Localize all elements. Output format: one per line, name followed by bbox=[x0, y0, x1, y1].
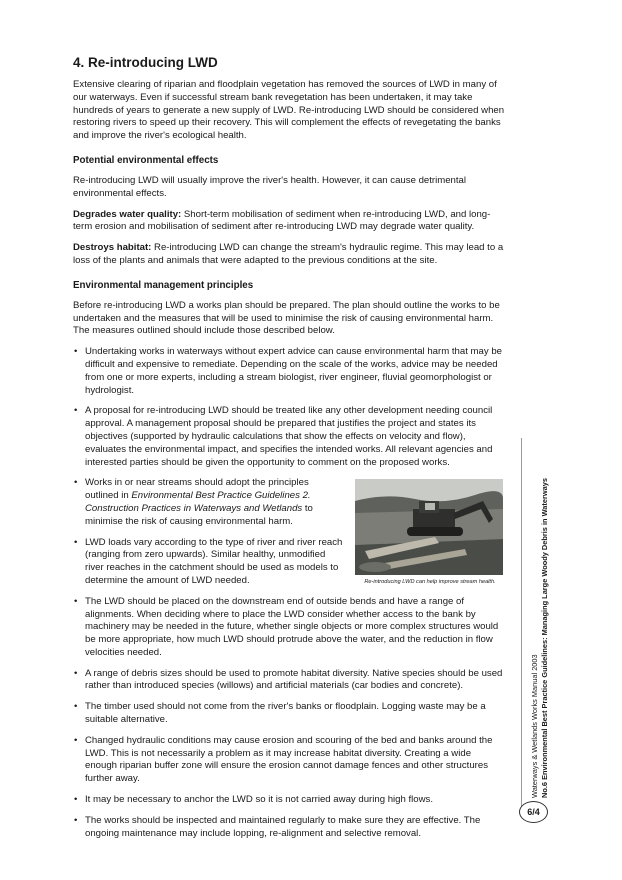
list-item bbox=[73, 668, 505, 694]
list-item-text: The LWD should be placed on the downstream end of outside bends and have a range of alignments. When deciding where to place the LWD consider whether access to the bank by machinery may be needed in the future, whether single objects or more complex structures would be more appropriate, how much LWD should protrude above the water, and the reduction in flow velocities needed. bbox=[85, 595, 499, 658]
list-item-text: Works in or near streams should adopt the principles outlined in bbox=[85, 477, 309, 502]
list-item-text: Undertaking works in waterways without expert advice can cause environmental harm that may be difficult and expensive to remediate. Depending on the scale of the works, advice may be needed from one or more experts, including a stream biologist, river engineer, fluvial geomorphologist or hydrologist. bbox=[85, 346, 502, 396]
principles-heading: Environmental management principles bbox=[73, 279, 254, 291]
bullet-icon: • bbox=[74, 701, 78, 713]
list-item-text: Changed hydraulic conditions may cause erosion and scouring of the bed and banks around the LWD. This is not necessarily a problem as it may increase habitat diversity. Creating a wide enough riparian buffer zone will ensure the erosion cannot damage fences and other structures further away. bbox=[85, 734, 493, 785]
list-item bbox=[73, 596, 505, 660]
list-item bbox=[73, 537, 345, 588]
bullet-icon: • bbox=[74, 734, 78, 746]
list-item bbox=[73, 477, 345, 528]
effect-lead: Degrades water quality: bbox=[73, 208, 182, 220]
figure-caption: Re-introducing LWD can help improve stream health. bbox=[364, 579, 496, 585]
bullet-icon: • bbox=[74, 595, 78, 607]
main-content bbox=[73, 55, 505, 848]
bullet-icon: • bbox=[74, 667, 78, 679]
list-item-text: A proposal for re-introducing LWD should be treated like any other development needing council approval. A management proposal should be prepared that justifies the project and states its objectives (supported by hydraulic calculations that show the effects on velocity and flow), evaluates the environmental impact, and specifies the intended works. All relevant agencies and interested parties should be given the opportunity to comment on the proposed works. bbox=[85, 405, 493, 468]
list-item bbox=[73, 405, 505, 469]
effect-lead: Destroys habitat: bbox=[73, 242, 152, 254]
effects-heading: Potential environmental effects bbox=[73, 154, 219, 166]
manual-title: Waterways & Wetlands Works Manual 2003 bbox=[530, 654, 539, 798]
effects-paragraph: Re-introducing LWD will usually improve the river's health. However, it can cause detrimental environmental effects. bbox=[73, 174, 467, 199]
list-item-text: A range of debris sizes should be used to promote habitat diversity. Native species should be used rather than introduced species (willows) and artificial materials (car bodies and concrete). bbox=[85, 667, 503, 692]
guideline-title: Environmental Best Practice Guidelines 2. Construction Practices in Waterways and Wetlands bbox=[85, 490, 311, 514]
list-item-text: LWD loads vary according to the type of river and river reach (ranging from zero upwards). Similar healthy, unmodified river reaches in the catchment should be used as models to determine the amount of LWD needed. bbox=[85, 536, 343, 586]
list-item bbox=[73, 794, 505, 807]
principles-list bbox=[73, 346, 505, 840]
effect-text: Re-introducing LWD can change the stream's hydraulic regime. This may lead to a loss of the plants and animals that were adapted to the previous conditions at the site. bbox=[73, 242, 504, 266]
bullet-icon: • bbox=[74, 536, 78, 548]
bullet-icon: • bbox=[74, 794, 78, 806]
figure bbox=[355, 479, 505, 586]
list-item-text: The timber used should not come from the river's banks or floodplain. Logging waste may be a suitable alternative. bbox=[85, 701, 486, 726]
list-item bbox=[73, 701, 505, 727]
bullet-icon: • bbox=[74, 814, 78, 826]
excavator-photo bbox=[355, 479, 503, 575]
running-footer bbox=[530, 458, 549, 798]
list-item bbox=[73, 735, 505, 786]
principles-intro: Before re-introducing LWD a works plan should be prepared. The plan should outline the works to be undertaken and the measures that will be used to minimise the risk of causing environmental harm. The measures outlined should include those described below. bbox=[73, 299, 500, 337]
bullet-icon: • bbox=[74, 405, 78, 417]
sidebar-divider bbox=[521, 438, 522, 814]
bullet-icon: • bbox=[74, 346, 78, 358]
list-item-text: It may be necessary to anchor the LWD so it is not carried away during high flows. bbox=[85, 794, 434, 806]
bullet-icon: • bbox=[74, 477, 78, 489]
guideline-series-title: No.6 Environmental Best Practice Guidelines: Managing Large Woody Debris in Waterways bbox=[539, 478, 549, 798]
list-item-text: The works should be inspected and maintained regularly to make sure they are effective. The ongoing maintenance may include lopping, re-alignment and selective removal. bbox=[85, 814, 481, 839]
list-item bbox=[73, 815, 505, 841]
list-item bbox=[73, 346, 505, 397]
effect-item bbox=[73, 209, 505, 235]
effect-item bbox=[73, 242, 505, 268]
list-item-text: to minimise the risk of causing environmental harm. bbox=[85, 502, 313, 527]
intro-paragraph: Extensive clearing of riparian and floodplain vegetation has removed the sources of LWD in many of our waterways. Even if successful stream bank revegetation has been undertaken, it may take hundreds of years to generate a new supply of LWD. Re-introducing LWD should be considered when restoring rivers to speed up their recovery. This will complement the effects of revegetating the banks and improve the river's ecological health. bbox=[73, 79, 505, 142]
page-number: 6/4 bbox=[519, 801, 548, 823]
section-title: 4. Re-introducing LWD bbox=[73, 55, 218, 70]
effect-text: Short-term mobilisation of sediment when re-introducing LWD, and long-term erosion and mobilisation of sediment after re-introducing LWD may degrade water quality. bbox=[73, 208, 491, 233]
